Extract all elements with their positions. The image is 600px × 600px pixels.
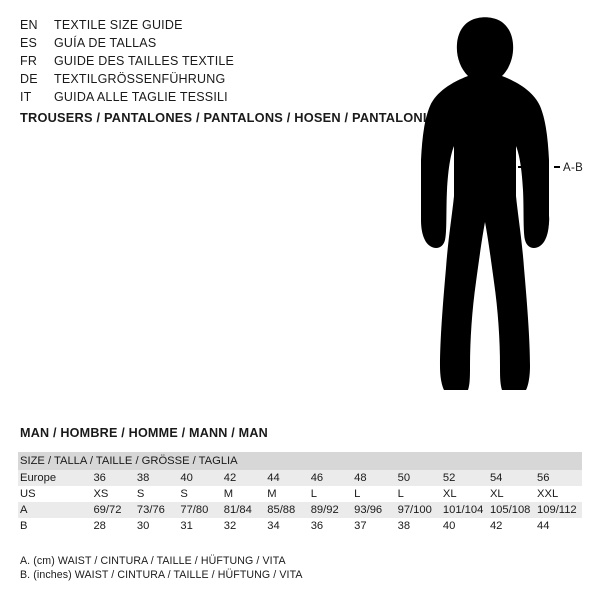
cell: XS xyxy=(91,486,134,502)
cell: 46 xyxy=(309,470,352,486)
row-label: A xyxy=(18,502,91,518)
language-code: FR xyxy=(20,54,38,68)
cell: M xyxy=(265,486,308,502)
cell: L xyxy=(352,486,395,502)
cell: 54 xyxy=(488,470,535,486)
cell: 38 xyxy=(396,518,441,534)
cell: 36 xyxy=(91,470,134,486)
table-header-label: SIZE / TALLA / TAILLE / GRÖSSE / TAGLIA xyxy=(18,452,582,470)
cell: 28 xyxy=(91,518,134,534)
cell: 37 xyxy=(352,518,395,534)
cell: 40 xyxy=(178,470,221,486)
cell: 32 xyxy=(222,518,265,534)
language-code: IT xyxy=(20,90,32,104)
cell: S xyxy=(178,486,221,502)
cell: 101/104 xyxy=(441,502,488,518)
language-code: EN xyxy=(20,18,38,32)
table-heading: MAN / HOMBRE / HOMME / MANN / MAN xyxy=(20,426,268,440)
cell: 109/112 xyxy=(535,502,582,518)
language-row xyxy=(20,16,350,34)
language-code: ES xyxy=(20,36,38,50)
cell: M xyxy=(222,486,265,502)
language-title: GUIDA ALLE TAGLIE TESSILI xyxy=(54,90,228,104)
cell: 50 xyxy=(396,470,441,486)
cell: 42 xyxy=(222,470,265,486)
male-silhouette-icon xyxy=(400,10,590,410)
cell: 105/108 xyxy=(488,502,535,518)
cell: 73/76 xyxy=(135,502,178,518)
cell: XL xyxy=(441,486,488,502)
language-title: TEXTILGRÖSSENFÜHRUNG xyxy=(54,72,226,86)
cell: XXL xyxy=(535,486,582,502)
cell: 52 xyxy=(441,470,488,486)
language-title: GUÍA DE TALLAS xyxy=(54,36,157,50)
language-title-list xyxy=(20,16,350,106)
row-label: US xyxy=(18,486,91,502)
table-row xyxy=(18,486,582,502)
cell: L xyxy=(309,486,352,502)
cell: 48 xyxy=(352,470,395,486)
cell: 93/96 xyxy=(352,502,395,518)
size-table xyxy=(18,452,582,534)
language-code: DE xyxy=(20,72,38,86)
cell: 69/72 xyxy=(91,502,134,518)
language-title: TEXTILE SIZE GUIDE xyxy=(54,18,183,32)
footnote-b: B. (inches) WAIST / CINTURA / TAILLE / HÜFTUNG / VITA xyxy=(20,569,303,581)
language-row xyxy=(20,70,350,88)
cell: 36 xyxy=(309,518,352,534)
cell: S xyxy=(135,486,178,502)
row-label: Europe xyxy=(18,470,91,486)
cell: XL xyxy=(488,486,535,502)
cell: L xyxy=(396,486,441,502)
language-row xyxy=(20,88,350,106)
cell: 81/84 xyxy=(222,502,265,518)
table-row-header xyxy=(18,452,582,470)
body-figure xyxy=(400,10,590,410)
cell: 89/92 xyxy=(309,502,352,518)
row-label: B xyxy=(18,518,91,534)
cell: 40 xyxy=(441,518,488,534)
cell: 85/88 xyxy=(265,502,308,518)
footnote-a: A. (cm) WAIST / CINTURA / TAILLE / HÜFTUNG / VITA xyxy=(20,555,286,567)
language-title: GUIDE DES TAILLES TEXTILE xyxy=(54,54,235,68)
table-row xyxy=(18,518,582,534)
cell: 44 xyxy=(265,470,308,486)
section-heading: TROUSERS / PANTALONES / PANTALONS / HOSEN / PANTALONI xyxy=(20,110,427,125)
cell: 34 xyxy=(265,518,308,534)
cell: 77/80 xyxy=(178,502,221,518)
cell: 38 xyxy=(135,470,178,486)
footnotes xyxy=(20,554,303,582)
language-row xyxy=(20,52,350,70)
cell: 42 xyxy=(488,518,535,534)
cell: 30 xyxy=(135,518,178,534)
table-row xyxy=(18,470,582,486)
measure-label-ab: A-B xyxy=(563,162,584,174)
language-row xyxy=(20,34,350,52)
cell: 31 xyxy=(178,518,221,534)
cell: 44 xyxy=(535,518,582,534)
table-row xyxy=(18,502,582,518)
cell: 97/100 xyxy=(396,502,441,518)
cell: 56 xyxy=(535,470,582,486)
